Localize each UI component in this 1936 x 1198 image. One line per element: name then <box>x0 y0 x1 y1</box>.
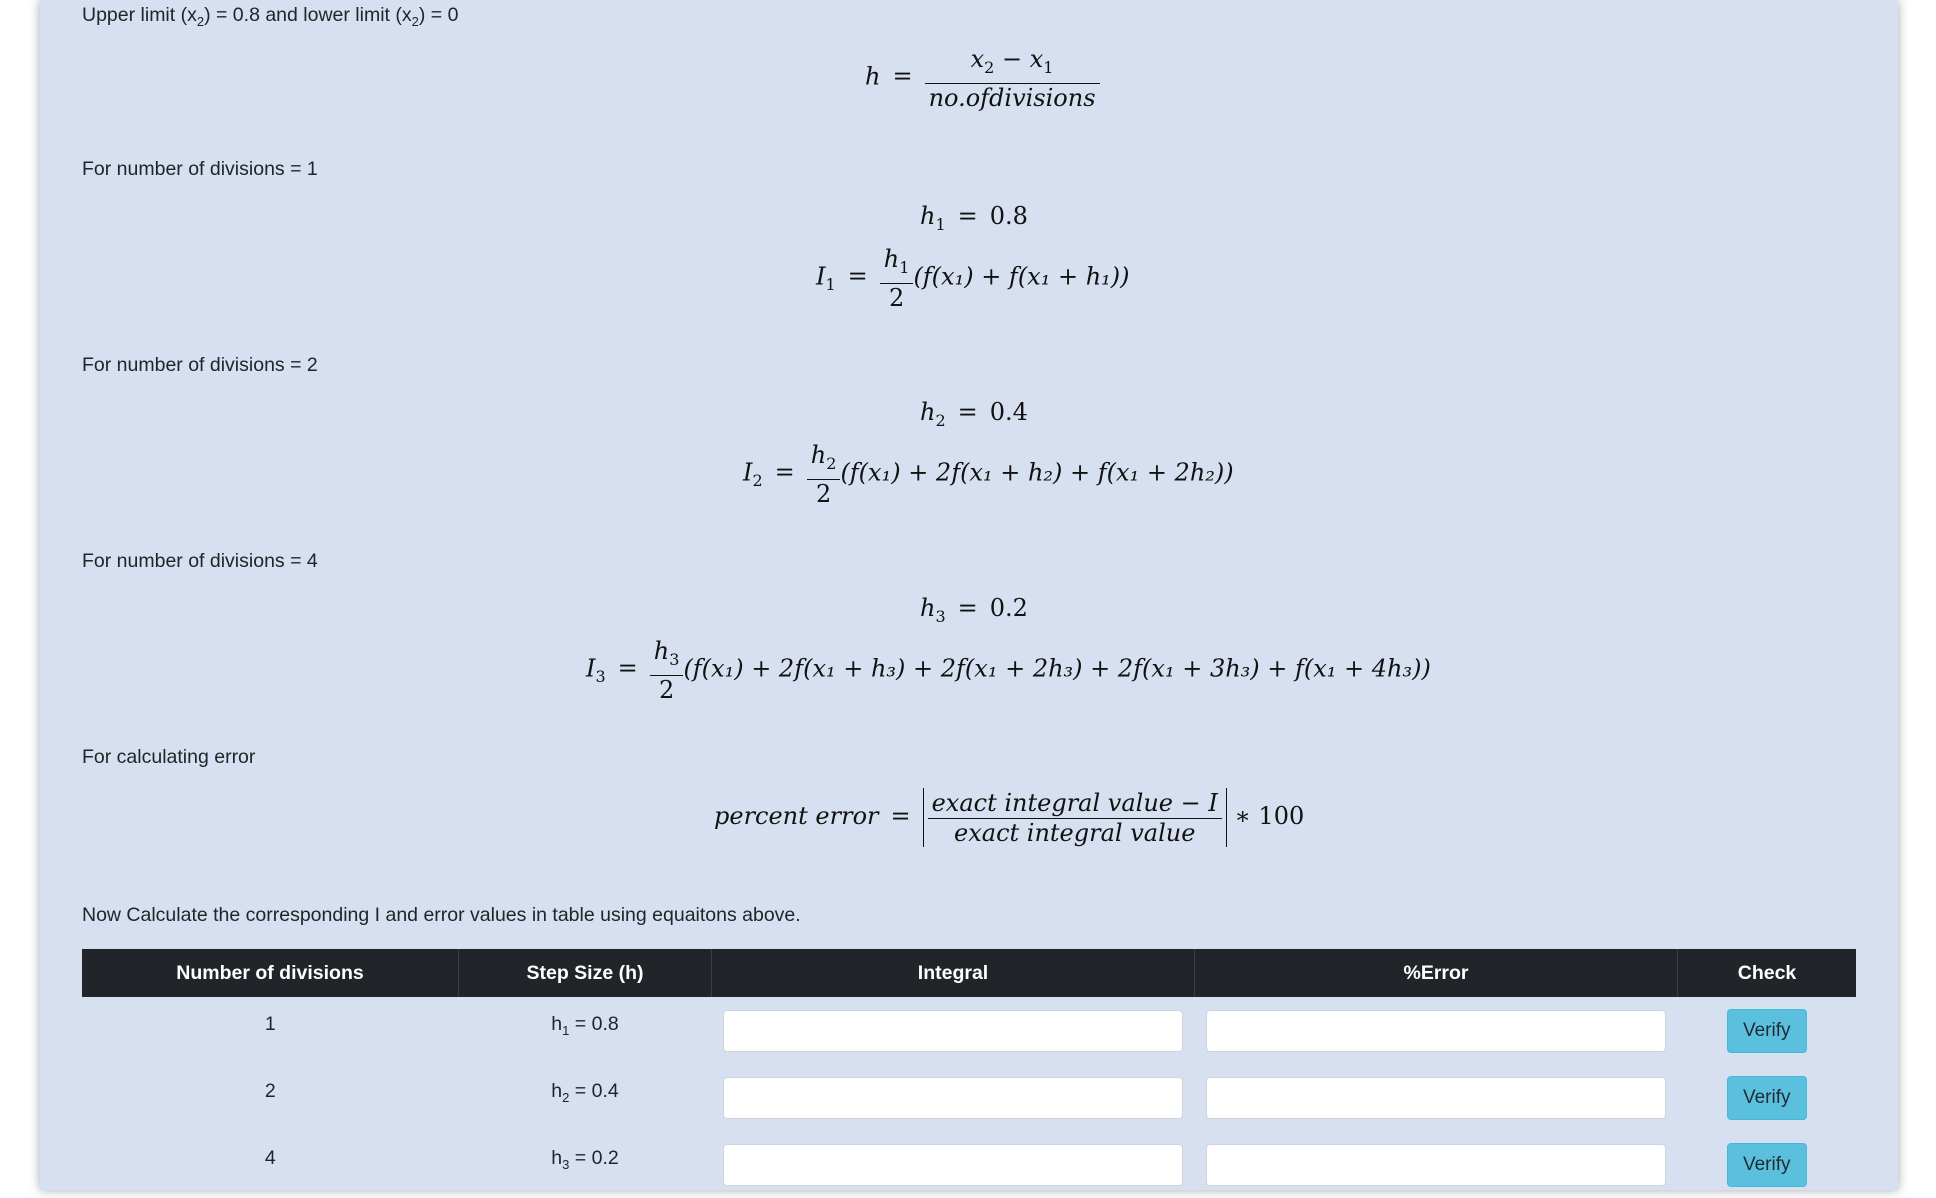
table-row <box>82 1131 1856 1198</box>
cell-divisions: 1 <box>264 1013 276 1035</box>
integral-input-1[interactable] <box>723 1010 1183 1052</box>
section-label-div-4: For number of divisions = 4 <box>82 550 318 572</box>
cell-integral <box>712 1131 1195 1198</box>
cell-divisions: 4 <box>264 1147 276 1169</box>
formula-I1: $I_1$ = $\frac{h_1}{2}$ (f(x₁) + f(x₁ + h₁)) <box>816 245 1130 312</box>
integral-input-3[interactable] <box>723 1144 1183 1186</box>
cell-error <box>1195 1131 1678 1198</box>
table-row <box>82 997 1856 1064</box>
table-header-row <box>82 949 1856 997</box>
integral-input-2[interactable] <box>723 1077 1183 1119</box>
cell-check <box>1678 1131 1857 1198</box>
header-step-size: Step Size (h) <box>459 949 712 997</box>
error-input-2[interactable] <box>1206 1077 1666 1119</box>
cell-step-size: $h_1 = 0.8$ <box>551 1013 619 1038</box>
formula-I2: $I_2$ = $\frac{h_2}{2}$ (f(x₁) + 2f(x₁ + h₂) + f(x₁ + 2h₂)) <box>743 441 1234 508</box>
header-integral: Integral <box>712 949 1195 997</box>
section-label-error: For calculating error <box>82 746 256 768</box>
cell-divisions: 2 <box>264 1080 276 1102</box>
formula-h2: $h_2 = 0.4$ <box>920 398 1028 430</box>
cell-error <box>1195 1064 1678 1131</box>
verify-button-1[interactable]: Verify <box>1727 1009 1807 1053</box>
formula-percent-error: percent error = $\frac{\text{exact integral value − I}}{\text{exact integral value}}$ ∗ 100 <box>714 789 1305 847</box>
content-panel <box>40 0 1898 1190</box>
header-divisions: Number of divisions <box>82 949 459 997</box>
instruction-text: Now Calculate the corresponding I and error values in table using equaitons above. <box>82 904 801 926</box>
cell-check <box>1678 997 1857 1064</box>
section-label-div-1: For number of divisions = 1 <box>82 158 318 180</box>
formula-h3: $h_3 = 0.2$ <box>920 594 1028 626</box>
table-row <box>82 1064 1856 1131</box>
formula-h1: $h_1 = 0.8$ <box>920 202 1028 234</box>
cell-integral <box>712 1064 1195 1131</box>
section-label-div-2: For number of divisions = 2 <box>82 354 318 376</box>
cell-error <box>1195 997 1678 1064</box>
header-error: %Error <box>1195 949 1678 997</box>
header-check: Check <box>1678 949 1857 997</box>
cell-integral <box>712 997 1195 1064</box>
formula-step-size: h = $\frac{x_2 - x_1}{\text{no.ofdivisions}}$ <box>865 44 1100 112</box>
cell-check <box>1678 1064 1857 1131</box>
error-input-3[interactable] <box>1206 1144 1666 1186</box>
limits-text: Upper limit $(x_2) = 0.8$ and lower limit $(x_2) = 0$ <box>82 4 459 29</box>
cell-step-size: $h_3 = 0.2$ <box>551 1147 619 1172</box>
results-table <box>82 949 1856 1198</box>
formula-I3: $I_3$ = $\frac{h_3}{2}$ (f(x₁) + 2f(x₁ + h₃) + 2f(x₁ + 2h₃) + 2f(x₁ + 3h₃) + f(x₁ + 4h₃)) <box>586 637 1431 704</box>
verify-button-2[interactable]: Verify <box>1727 1076 1807 1120</box>
error-input-1[interactable] <box>1206 1010 1666 1052</box>
verify-button-3[interactable]: Verify <box>1727 1143 1807 1187</box>
cell-step-size: $h_2 = 0.4$ <box>551 1080 619 1105</box>
